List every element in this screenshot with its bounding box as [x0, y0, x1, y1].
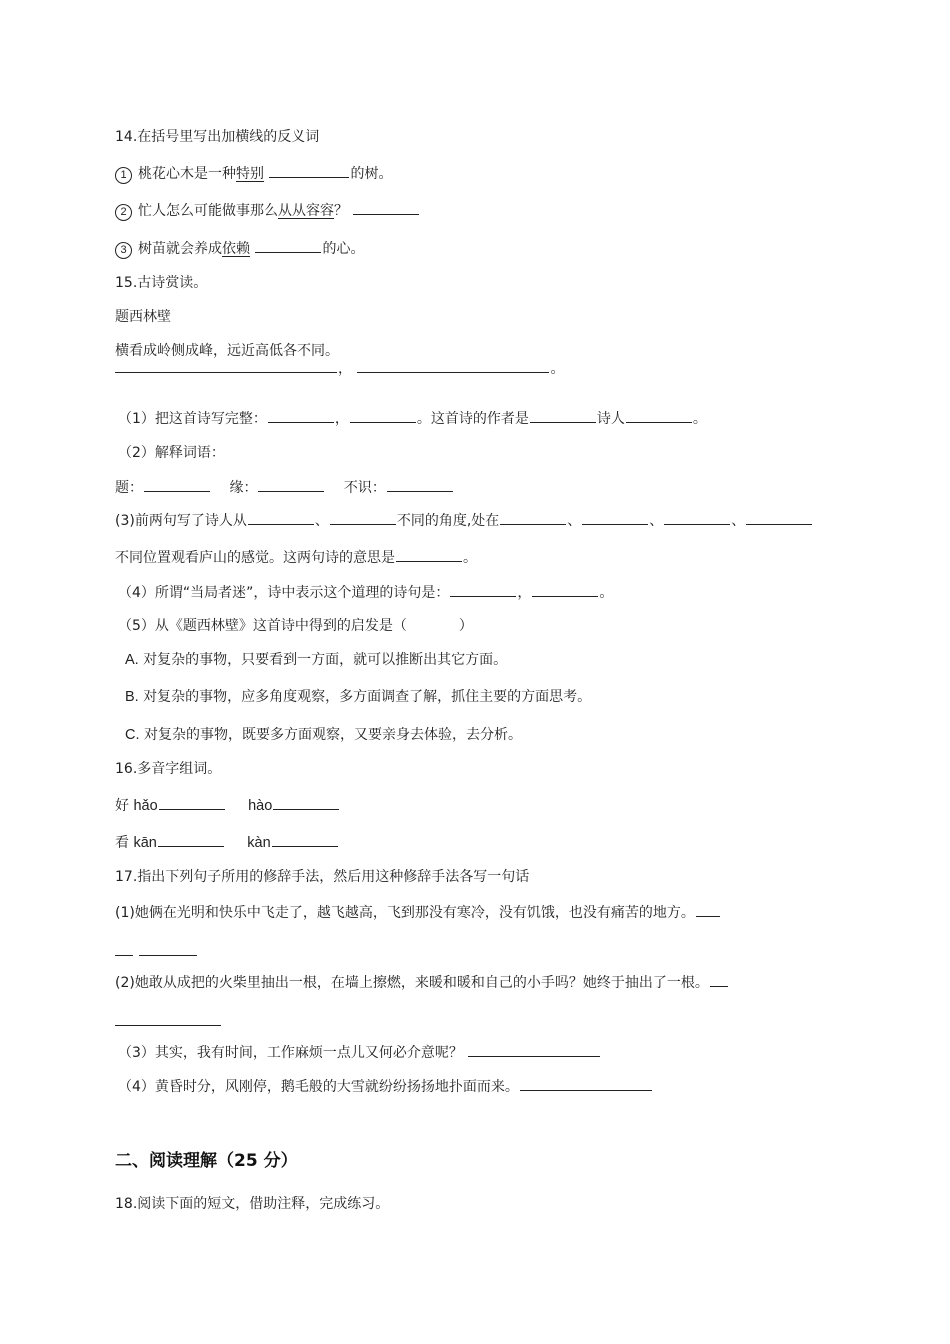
item-text: 的树。 [350, 166, 393, 182]
answer-blank[interactable] [626, 408, 692, 423]
q15-sub3-line2 [115, 547, 477, 568]
q17-title [115, 867, 529, 887]
question-text: 16.多音字组词。 [115, 761, 222, 777]
polyphone-char: 好 [115, 798, 129, 814]
question-text: 17.指出下列句子所用的修辞手法，然后用这种修辞手法各写一句话 [115, 869, 530, 885]
question-text: 14.在括号里写出加横线的反义词 [115, 129, 320, 145]
question-text: 15.古诗赏读。 [115, 275, 208, 291]
punctuation: ， [338, 361, 352, 377]
answer-blank[interactable] [268, 408, 334, 423]
poem-text: 横看成岭侧成峰，远近高低各不同。 [115, 343, 339, 359]
poem-title-text: 题西林壁 [115, 309, 171, 325]
q14-item-3 [115, 238, 364, 259]
answer-blank[interactable] [269, 163, 349, 178]
punctuation: 。 [550, 361, 565, 377]
pinyin: kān [133, 835, 157, 851]
answer-blank[interactable] [500, 510, 566, 525]
sub-question-text: （5）从《题西林壁》这首诗中得到的启发是（ [118, 618, 407, 634]
punctuation: 。 [463, 550, 477, 566]
option-c[interactable] [125, 725, 522, 745]
option-text: 对复杂的事物，只要看到一方面，就可以推断出其它方面。 [143, 652, 508, 668]
circled-number: 1 [115, 167, 132, 184]
answer-blank[interactable] [468, 1042, 600, 1057]
term-label: 题： [115, 480, 143, 496]
sentence-text: (1)她俩在光明和快乐中飞走了，越飞越高，飞到那没有寒冷，没有饥饿，也没有痛苦的地方。 [115, 905, 695, 921]
punctuation: 、 [731, 513, 746, 529]
pinyin: kàn [247, 835, 271, 851]
q15-title [115, 273, 207, 293]
q15-terms [115, 477, 454, 498]
sub-question-text: （1）把这首诗写完整： [118, 411, 267, 427]
answer-blank[interactable] [272, 832, 338, 847]
answer-blank[interactable] [144, 477, 210, 492]
underlined-word: 依赖 [222, 241, 250, 257]
sub-question-text: (3)前两句写了诗人从 [115, 513, 247, 529]
item-text: 忙人怎么可能做事那么 [138, 203, 278, 219]
answer-blank[interactable] [532, 582, 598, 597]
punctuation: ） [458, 618, 473, 634]
option-text: 对复杂的事物，应多角度观察，多方面调查了解，抓住主要的方面思考。 [143, 689, 592, 705]
punctuation: 、 [314, 513, 329, 529]
underlined-word: 从从容容 [278, 203, 334, 219]
option-label: A. [125, 652, 139, 668]
punctuation: 。 [692, 411, 707, 427]
polyphone-char: 看 [115, 835, 129, 851]
q16-title [115, 759, 221, 779]
poem-line-2 [115, 344, 564, 379]
poem-title [115, 307, 171, 327]
option-text: 对复杂的事物，既要多方面观察，又要亲身去体验，去分析。 [143, 727, 522, 743]
answer-blank[interactable] [520, 1076, 652, 1091]
item-text: 树苗就会养成 [138, 241, 222, 257]
sub-question-text: 诗人 [596, 411, 625, 427]
answer-blank[interactable] [450, 582, 516, 597]
answer-blank[interactable] [258, 477, 324, 492]
sub-question-text: 不同位置观看庐山的感觉。这两句诗的意思是 [115, 550, 395, 566]
punctuation: ， [334, 411, 349, 427]
q17-s2-cont [115, 1011, 222, 1032]
answer-blank[interactable] [746, 510, 812, 525]
q17-s3 [118, 1042, 601, 1063]
q15-sub4 [118, 582, 613, 603]
answer-blank[interactable] [159, 795, 225, 810]
sentence-text: （3）其实，我有时间，工作麻烦一点儿又何必介意呢？ [118, 1045, 463, 1061]
answer-blank[interactable] [115, 941, 133, 956]
answer-blank[interactable] [353, 200, 419, 215]
q15-sub3 [115, 510, 813, 531]
answer-blank[interactable] [330, 510, 396, 525]
pinyin: hào [248, 798, 273, 814]
question-text: 18.阅读下面的短文，借助注释，完成练习。 [115, 1196, 390, 1212]
option-a[interactable] [125, 650, 507, 670]
item-text: 的心。 [322, 241, 365, 257]
answer-blank[interactable] [710, 972, 728, 987]
q16-row-1 [115, 795, 340, 816]
answer-blank[interactable] [273, 795, 339, 810]
answer-blank[interactable] [115, 1011, 221, 1026]
option-b[interactable] [125, 687, 591, 707]
q16-row-2 [115, 832, 339, 853]
item-text: ？ [334, 203, 348, 219]
answer-blank[interactable] [115, 358, 337, 373]
q15-sub1 [118, 408, 707, 429]
punctuation: 。 [599, 585, 614, 601]
q15-sub2 [118, 443, 225, 463]
answer-blank[interactable] [357, 358, 549, 373]
q14-item-2 [115, 200, 420, 221]
sub-question-text: （2）解释词语： [118, 445, 225, 461]
term-label: 不识： [343, 480, 386, 496]
item-text: 桃花心木是一种 [138, 166, 236, 182]
q14-item-1 [115, 163, 392, 184]
section-heading: 二、阅读理解（25 分） [115, 1151, 298, 1171]
answer-blank[interactable] [696, 902, 720, 917]
q18-title [115, 1194, 389, 1214]
circled-number: 2 [115, 204, 132, 221]
answer-blank[interactable] [582, 510, 648, 525]
q15-sub5 [118, 616, 473, 636]
answer-blank[interactable] [664, 510, 730, 525]
punctuation: 、 [567, 513, 582, 529]
underlined-word: 特别 [236, 166, 264, 182]
answer-blank[interactable] [139, 941, 197, 956]
q17-s2 [115, 972, 729, 993]
sub-question-text: （4）所谓“当局者迷”，诗中表示这个道理的诗句是： [118, 585, 450, 601]
punctuation: ， [517, 585, 532, 601]
answer-blank[interactable] [396, 547, 462, 562]
answer-blank[interactable] [350, 408, 416, 423]
sentence-text: （4）黄昏时分，风刚停，鹅毛般的大雪就纷纷扬扬地扑面而来。 [118, 1079, 519, 1095]
answer-blank[interactable] [158, 832, 224, 847]
circled-number: 3 [115, 242, 132, 259]
punctuation: 、 [649, 513, 664, 529]
sub-question-text: 不同的角度,处在 [396, 513, 500, 529]
option-label: B. [125, 689, 139, 705]
answer-blank[interactable] [530, 408, 596, 423]
sub-question-text: 。这首诗的作者是 [416, 411, 529, 427]
term-label: 缘： [229, 480, 258, 496]
pinyin: hǎo [133, 798, 158, 814]
q17-s1 [115, 902, 721, 923]
answer-blank[interactable] [387, 477, 453, 492]
answer-blank[interactable] [248, 510, 314, 525]
option-label: C. [125, 727, 140, 743]
answer-blank[interactable] [255, 238, 321, 253]
q17-s4 [118, 1076, 653, 1097]
q14-title [115, 127, 319, 147]
sentence-text: (2)她敢从成把的火柴里抽出一根，在墙上擦燃，来暖和暖和自己的小手吗？她终于抽出了一根。 [115, 975, 709, 991]
q17-s1-cont [115, 941, 198, 962]
